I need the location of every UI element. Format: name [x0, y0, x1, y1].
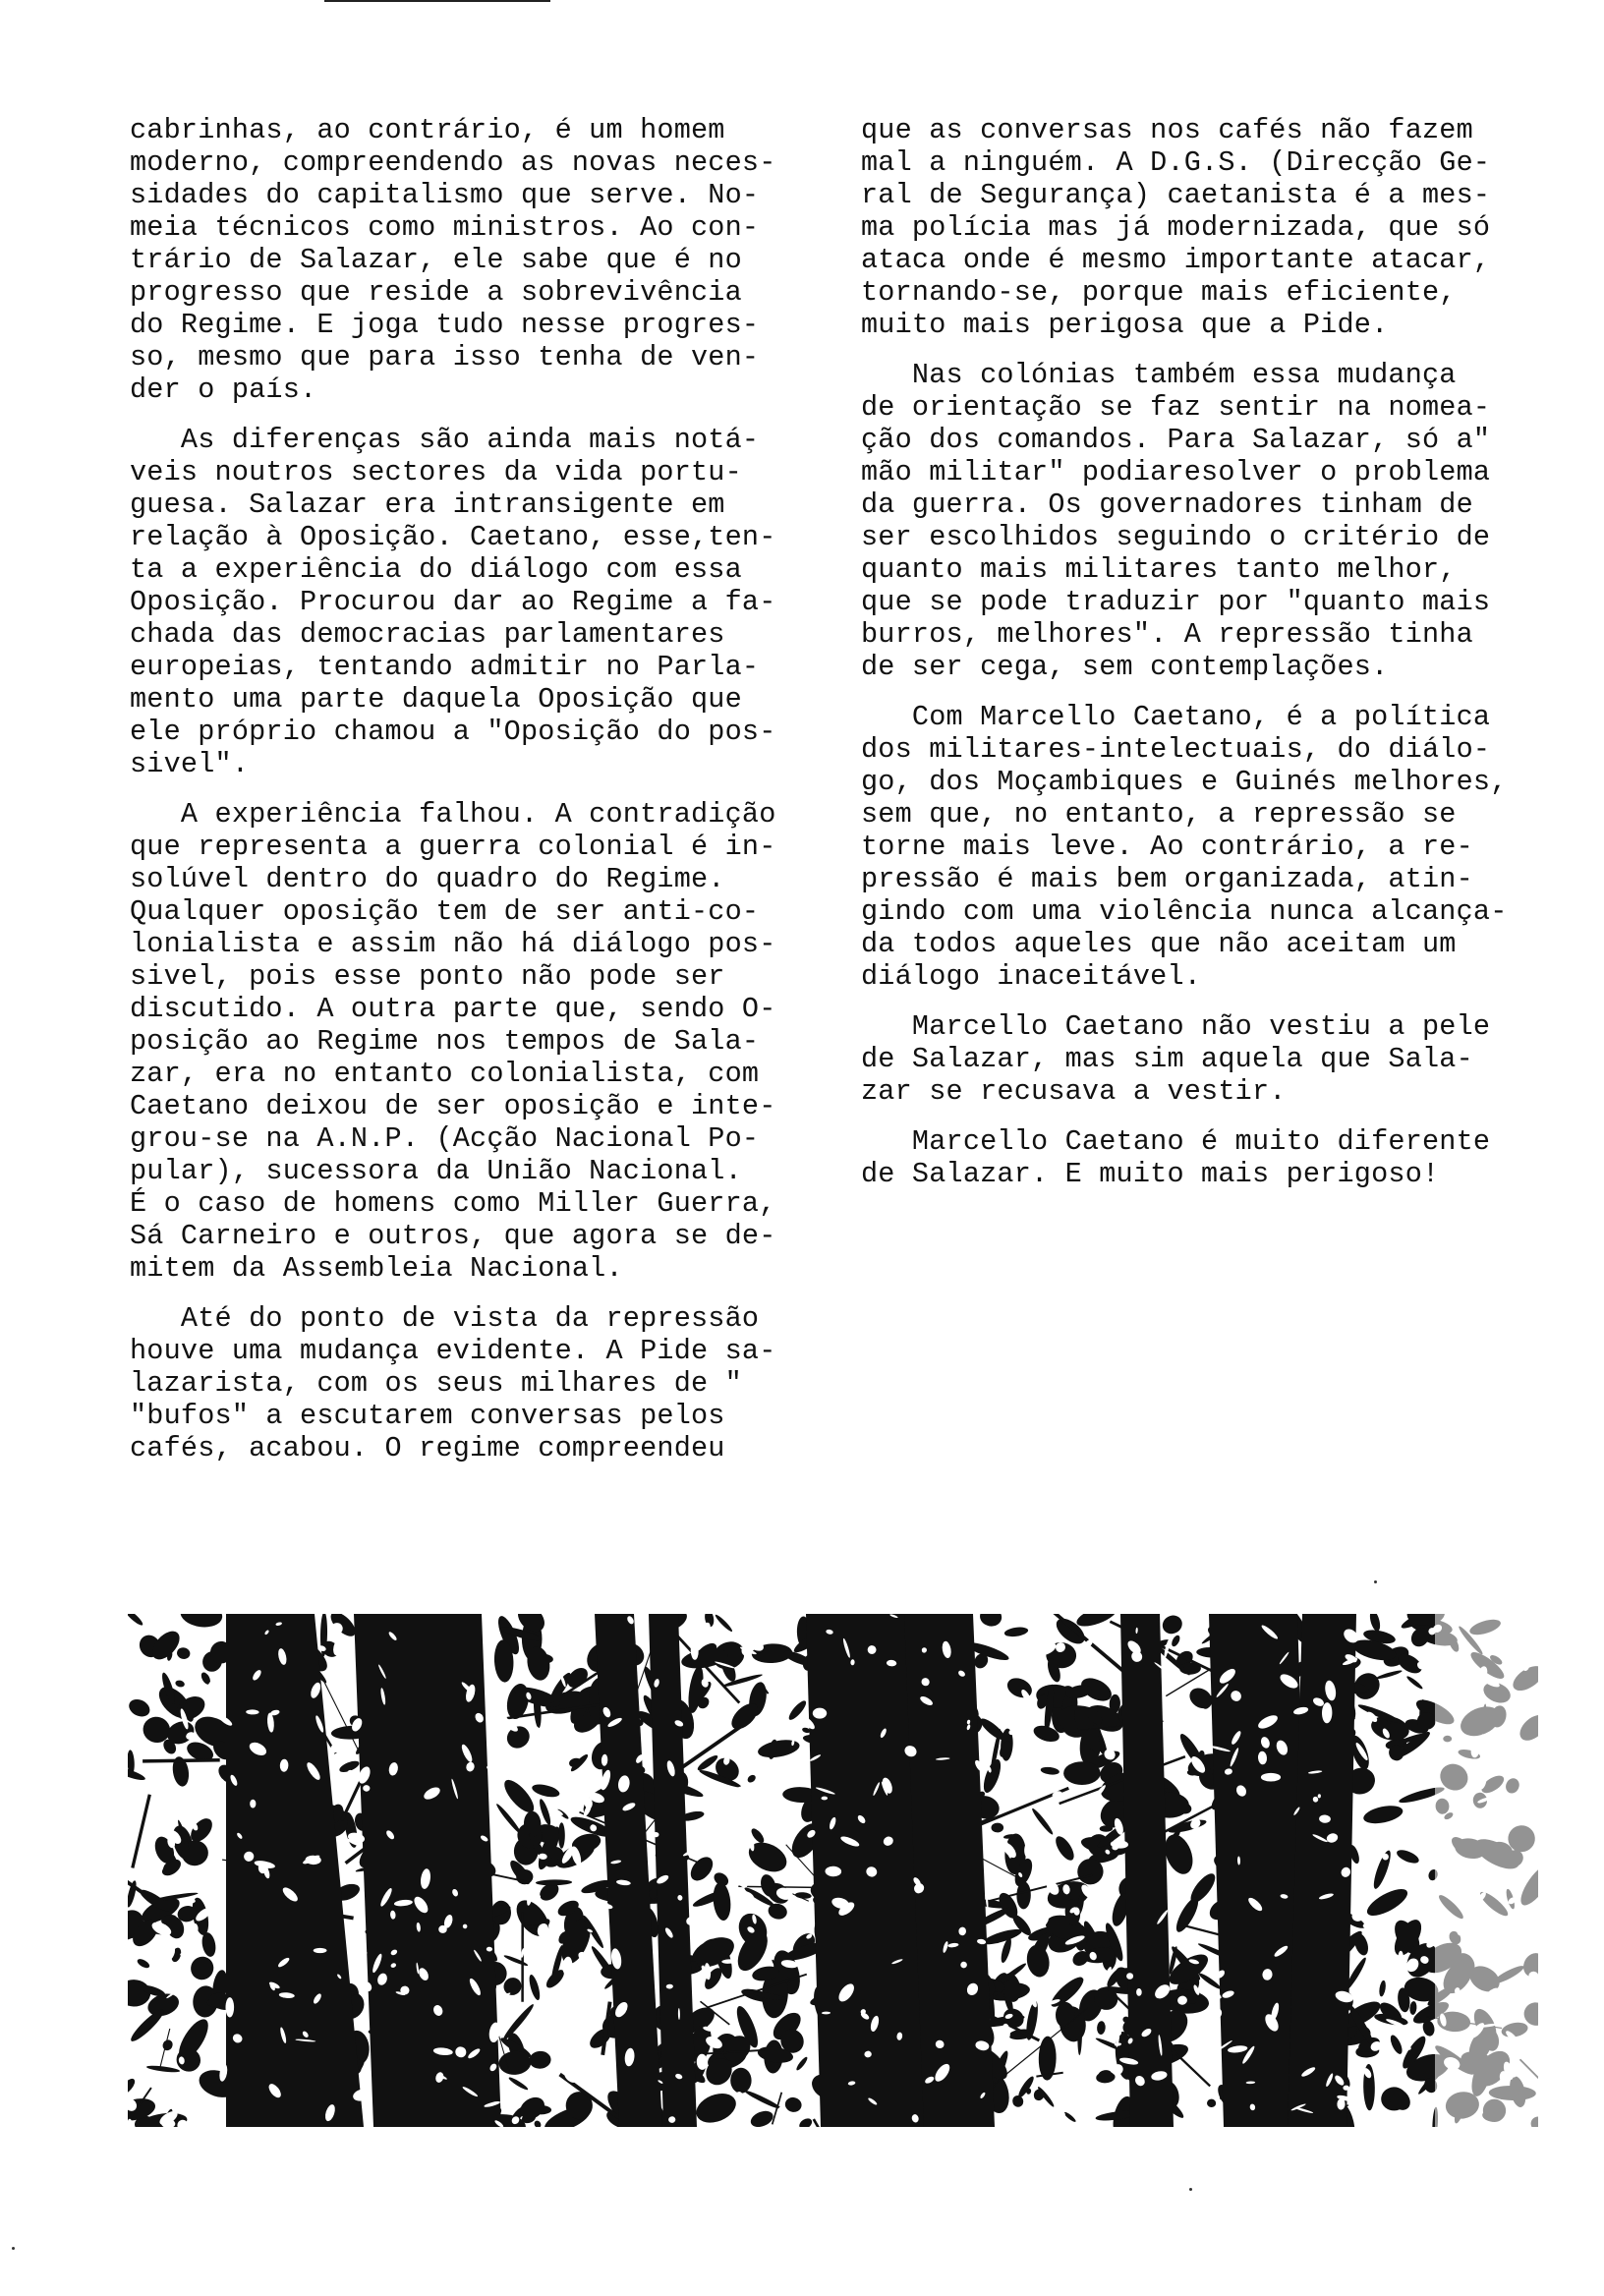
foliage-blotch [176, 1646, 192, 1660]
text-line: cafés, acabou. O regime compreendeu [130, 1432, 725, 1464]
foliage-blotch [1024, 1943, 1052, 1979]
light-fleck [1028, 1702, 1039, 1722]
light-fleck [225, 1997, 234, 2017]
light-fleck [700, 1883, 709, 1891]
text-line: que se pode traduzir por "quanto mais [861, 586, 1491, 618]
foliage-blotch [175, 1680, 186, 1689]
text-line: sem que, no entanto, a repressão se [861, 798, 1457, 831]
text-line: quanto mais militares tanto melhor, [861, 553, 1457, 586]
scan-speck [1374, 1580, 1377, 1583]
text-line: relação à Oposição. Caetano, esse,ten- [130, 521, 776, 553]
foliage-blotch [1004, 1675, 1035, 1702]
right-column-paragraph [861, 701, 1549, 993]
light-fleck [1021, 2071, 1026, 2081]
light-fleck [250, 1800, 256, 1808]
text-line: discutido. A outra parte que, sendo O- [130, 993, 776, 1025]
light-fleck [1408, 1909, 1418, 1915]
text-line: da todos aqueles que não aceitam um [861, 928, 1457, 960]
text-line: veis noutros sectores da vida portu- [130, 456, 742, 488]
light-fleck [1049, 2118, 1060, 2127]
text-line: que as conversas nos cafés não fazem [861, 114, 1473, 146]
foliage-blotch [1100, 1825, 1114, 1832]
foliage-blotch [992, 1823, 1004, 1833]
foliage-blotch [797, 2116, 814, 2127]
forest-photo [128, 1614, 1538, 2127]
foliage-blotch [1362, 1803, 1404, 1826]
text-line: lazarista, com os seus milhares de " [130, 1367, 742, 1400]
light-fleck [739, 1614, 758, 1632]
foliage-blotch [533, 2119, 543, 2127]
text-line: ta a experiência do diálogo com essa [130, 553, 742, 586]
light-fleck [352, 1952, 368, 1959]
text-line: ataca onde é mesmo importante atacar, [861, 244, 1491, 276]
foliage-blotch [1378, 1980, 1387, 1996]
branch-line [133, 1795, 150, 1868]
foliage-blotch [558, 1822, 565, 1848]
foliage-blotch [1032, 2088, 1046, 2102]
foliage-blotch [1016, 2075, 1036, 2099]
light-fleck [1419, 1905, 1433, 1923]
foliage-blotch [981, 1926, 1023, 1948]
light-fleck [590, 1905, 595, 1918]
text-line: pressão é mais bem organizada, atin- [861, 863, 1473, 895]
text-line: Marcello Caetano é muito diferente [861, 1125, 1491, 1158]
right-column-paragraph [861, 1125, 1549, 1190]
light-fleck [1104, 2034, 1108, 2040]
text-line: der o país. [130, 373, 317, 406]
text-line: Nas colónias também essa mudança [861, 359, 1457, 391]
light-fleck [530, 1724, 544, 1743]
text-line: posição ao Regime nos tempos de Sala- [130, 1025, 760, 1058]
light-fleck [520, 1948, 525, 1958]
text-line: Com Marcello Caetano, é a política [861, 701, 1491, 733]
light-fleck [206, 1694, 224, 1712]
text-line: progresso que reside a sobrevivência [130, 276, 742, 309]
foliage-blotch [531, 1782, 561, 1800]
foliage-blotch [978, 1614, 1002, 1628]
foliage-blotch [980, 1757, 1003, 1795]
foliage-blotch [712, 1881, 732, 1922]
light-fleck [532, 2022, 540, 2031]
light-fleck [577, 2035, 587, 2047]
foliage-blotch [510, 1894, 555, 1942]
light-fleck [1036, 1749, 1055, 1763]
foliage-blotch [1409, 2001, 1417, 2015]
text-line: solúvel dentro do quadro do Regime. [130, 863, 725, 895]
text-line: mal a ninguém. A D.G.S. (Direcção Ge- [861, 146, 1491, 179]
text-line: de Salazar. E muito mais perigoso! [861, 1158, 1440, 1190]
text-line: grou-se na A.N.P. (Acção Nacional Po- [130, 1122, 760, 1155]
text-line: go, dos Moçambiques e Guinés melhores, [861, 766, 1508, 798]
text-line: houve uma mudança evidente. A Pide sa- [130, 1335, 776, 1367]
text-line: mento uma parte daquela Oposição que [130, 683, 742, 716]
foliage-blotch [714, 1614, 733, 1634]
text-line: É o caso de homens como Miller Guerra, [130, 1187, 776, 1220]
right-column-paragraph [861, 359, 1549, 683]
light-fleck [338, 1677, 347, 1697]
foliage-blotch [200, 1931, 218, 1958]
text-line: Caetano deixou de ser oposição e inte- [130, 1090, 776, 1122]
foliage-blotch [128, 1980, 150, 2007]
light-fleck [547, 2095, 558, 2106]
light-fleck [194, 1632, 205, 1644]
foliage-blotch [1053, 1833, 1078, 1863]
left-column-paragraph [130, 424, 818, 780]
text-line: ele próprio chamou a "Oposição do pos- [130, 716, 776, 748]
text-line: de orientação se faz sentir na nomea- [861, 391, 1491, 424]
branch-line [143, 1760, 220, 1761]
light-fleck [1404, 1883, 1411, 1887]
foliage-blotch [146, 2064, 181, 2073]
foliage-blotch [1003, 1626, 1028, 1637]
light-fleck [541, 1680, 551, 1693]
text-line: zar, era no entanto colonialista, com [130, 1058, 760, 1090]
text-line: Qualquer oposição tem de ser anti-co- [130, 895, 760, 928]
foliage-blotch [1371, 1849, 1394, 1890]
foliage-blotch [1097, 2021, 1107, 2035]
text-line: dos militares-intelectuais, do diálo- [861, 733, 1491, 766]
light-fleck [1112, 2008, 1119, 2017]
foliage-blotch [692, 2088, 740, 2127]
light-fleck [1126, 1973, 1133, 1980]
light-fleck [487, 1764, 499, 1771]
foliage-blotch [128, 2006, 167, 2044]
light-fleck [504, 2106, 515, 2116]
foliage-blotch [748, 2108, 775, 2127]
scan-speck [12, 2247, 15, 2250]
foliage-blotch [136, 1957, 150, 1970]
right-column-paragraph [861, 114, 1549, 341]
foliage-blotch [500, 2002, 536, 2042]
text-line: ral de Segurança) caetanista é a mes- [861, 179, 1491, 211]
light-fleck [1193, 1860, 1206, 1872]
text-line: sivel". [130, 748, 250, 780]
forest-photo-graphic [128, 1614, 1538, 2127]
text-line: burros, melhores". A repressão tinha [861, 618, 1473, 651]
light-fleck [1352, 2056, 1364, 2073]
light-fleck [155, 1614, 174, 1619]
light-fleck [1002, 1762, 1019, 1771]
overexposed-edge [1435, 1614, 1538, 2127]
light-fleck [1406, 1871, 1412, 1877]
light-fleck [1074, 1658, 1081, 1675]
top-rule-divider [324, 0, 550, 2]
text-line: da guerra. Os governadores tinham de [861, 488, 1473, 521]
left-column-paragraph [130, 1302, 818, 1464]
foliage-blotch [1375, 1669, 1403, 1680]
foliage-blotch [730, 2068, 751, 2094]
text-line: ma polícia mas já modernizada, que só [861, 211, 1491, 244]
light-fleck [1186, 2032, 1199, 2044]
foliage-blotch [1388, 2034, 1404, 2056]
light-fleck [143, 1617, 162, 1635]
text-line: cabrinhas, ao contrário, é um homem [130, 114, 725, 146]
foliage-blotch [1368, 1614, 1382, 1633]
text-line: gindo com uma violência nunca alcança- [861, 895, 1508, 928]
foliage-blotch [1160, 1614, 1186, 1637]
light-fleck [505, 2087, 517, 2092]
text-line: sidades do capitalismo que serve. No- [130, 179, 760, 211]
light-fleck [1383, 2117, 1389, 2127]
left-text-column [130, 114, 818, 1482]
text-line: Oposição. Procurou dar ao Regime a fa- [130, 586, 776, 618]
text-line: mitem da Assembleia Nacional. [130, 1252, 623, 1285]
text-line: chada das democracias parlamentares [130, 618, 725, 651]
text-line: europeias, tentando admitir no Parla- [130, 651, 760, 683]
text-line: Até do ponto de vista da repressão [130, 1302, 760, 1335]
light-fleck [1001, 1785, 1006, 1795]
light-fleck [1364, 1841, 1373, 1849]
right-text-column [861, 114, 1549, 1208]
text-line: de Salazar, mas sim aquela que Sala- [861, 1043, 1473, 1075]
foliage-blotch [536, 1879, 572, 1885]
text-line: meia técnicos como ministros. Ao con- [130, 211, 760, 244]
text-line: que representa a guerra colonial é in- [130, 831, 776, 863]
foliage-blotch [529, 2050, 551, 2069]
text-line: "bufos" a escutarem conversas pelos [130, 1400, 725, 1432]
light-fleck [1261, 1773, 1281, 1782]
foliage-blotch [128, 1696, 152, 1720]
text-line: ser escolhidos seguindo o critério de [861, 521, 1491, 553]
text-line: ção dos comandos. Para Salazar, só a" [861, 424, 1491, 456]
light-fleck [143, 2051, 161, 2068]
light-fleck [549, 1733, 558, 1742]
light-fleck [173, 1976, 182, 1988]
light-fleck [151, 1938, 165, 1954]
text-line: As diferenças são ainda mais notá- [130, 424, 760, 456]
light-fleck [344, 1865, 357, 1879]
light-fleck [1014, 1659, 1025, 1673]
light-fleck [562, 1634, 574, 1646]
light-fleck [143, 1669, 155, 1681]
light-fleck [688, 1832, 703, 1853]
foliage-blotch [1040, 1766, 1060, 1776]
foliage-blotch [1010, 2094, 1025, 2108]
light-fleck [1209, 1957, 1216, 1964]
text-line: moderno, compreendendo as novas neces- [130, 146, 776, 179]
left-column-paragraph [130, 798, 818, 1285]
foliage-blotch [1363, 1884, 1411, 1922]
foliage-blotch [128, 2077, 138, 2096]
foliage-blotch [179, 1614, 224, 1630]
light-fleck [157, 2107, 163, 2112]
light-fleck [564, 1614, 575, 1622]
text-line: A experiência falhou. A contradição [130, 798, 776, 831]
light-fleck [537, 1754, 549, 1766]
text-line: mão militar" podiaresolver o problema [861, 456, 1491, 488]
light-fleck [701, 1721, 715, 1732]
left-column-paragraph [130, 114, 818, 406]
text-line: muito mais perigosa que a Pide. [861, 309, 1389, 341]
foliage-blotch [499, 1775, 539, 1816]
scan-speck [1189, 2188, 1192, 2191]
foliage-blotch [128, 1614, 144, 1628]
foliage-blotch [1170, 1634, 1181, 1647]
foliage-blotch [527, 1974, 542, 2001]
text-line: do Regime. E joga tudo nesse progres- [130, 309, 760, 341]
foliage-blotch [746, 1773, 757, 1784]
light-fleck [813, 1708, 827, 1719]
text-line: torne mais leve. Ao contrário, a re- [861, 831, 1473, 863]
foliage-blotch [161, 2038, 175, 2052]
text-line: so, mesmo que para isso tenha de ven- [130, 341, 760, 373]
text-line: lonialista e assim não há diálogo pos- [130, 928, 776, 960]
light-fleck [1053, 2107, 1066, 2118]
light-fleck [696, 1614, 705, 1621]
text-line: Marcello Caetano não vestiu a pele [861, 1010, 1491, 1043]
light-fleck [1351, 1832, 1362, 1843]
light-fleck [778, 1821, 796, 1835]
text-line: zar se recusava a vestir. [861, 1075, 1287, 1108]
light-fleck [1031, 2110, 1044, 2120]
light-fleck [1047, 1801, 1061, 1813]
foliage-blotch [1062, 2111, 1076, 2124]
text-line: Sá Carneiro e outros, que agora se de- [130, 1220, 776, 1252]
foliage-blotch [1405, 1675, 1424, 1691]
text-line: tornando-se, porque mais eficiente, [861, 276, 1457, 309]
light-fleck [1082, 2110, 1092, 2127]
text-line: pular), sucessora da União Nacional. [130, 1155, 742, 1187]
foliage-blotch [1395, 1847, 1420, 1866]
foliage-blotch [686, 1853, 716, 1885]
text-line: guesa. Salazar era intransigente em [130, 488, 725, 521]
light-fleck [203, 1880, 215, 1890]
light-fleck [1186, 2075, 1194, 2086]
light-fleck [733, 1811, 747, 1826]
light-fleck [1381, 2042, 1392, 2052]
light-fleck [1362, 1920, 1384, 1930]
light-fleck [1184, 1716, 1191, 1723]
foliage-blotch [503, 1954, 529, 1968]
text-line: diálogo inaceitável. [861, 960, 1202, 993]
text-line: sivel, pois esse ponto não pode ser [130, 960, 725, 993]
right-column-paragraph [861, 1010, 1549, 1108]
light-fleck [492, 1734, 501, 1752]
light-fleck [1398, 1951, 1404, 1973]
foliage-blotch [1207, 2098, 1217, 2107]
light-fleck [314, 1948, 327, 1953]
light-fleck [1016, 1645, 1024, 1660]
text-line: trário de Salazar, ele sabe que é no [130, 244, 742, 276]
foliage-blotch [1063, 1761, 1101, 1785]
light-fleck [180, 1949, 200, 1958]
text-line: de ser cega, sem contemplações. [861, 651, 1389, 683]
